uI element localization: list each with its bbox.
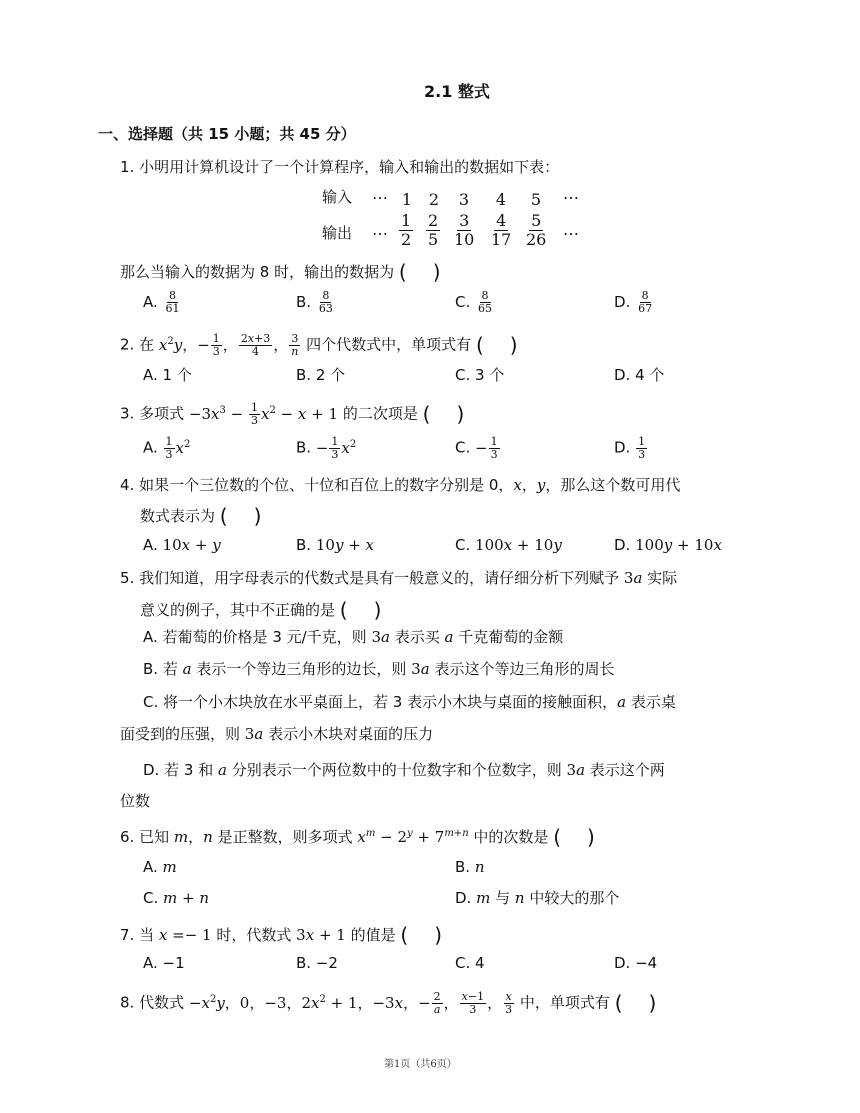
question-7-stem: 7. 当 x =− 1 时，代数式 3x + 1 的值是 ( ): [120, 923, 443, 947]
input-cell: 4: [495, 190, 507, 209]
option-D[interactable]: D. 若 3 和 a 分别表示一个两位数中的十位数字和个位数字，则 3a 表示这个两: [143, 761, 665, 779]
question-number: 3.: [120, 404, 135, 423]
output-fraction: $\frac{1}{2}$: [401, 211, 412, 250]
output-fraction: $\frac{4}{17}$: [491, 211, 512, 250]
answer-blank[interactable]: ( ): [400, 923, 443, 947]
question-text: 小明用计算机设计了一个计算程序，输入和输出的数据如下表：: [139, 158, 560, 176]
option-C[interactable]: C. 3 个: [455, 366, 505, 384]
input-cell: 2: [428, 190, 440, 209]
option-A[interactable]: A. 1 个: [143, 366, 192, 384]
output-fraction: $\frac{2}{5}$: [428, 211, 439, 250]
option-B[interactable]: B. − $\frac{1}{3}$ $x^2$: [296, 435, 357, 462]
answer-blank[interactable]: ( ): [219, 504, 262, 528]
ellipsis: ⋯: [372, 188, 388, 207]
option-D[interactable]: D. $\frac{8}{67}$: [614, 289, 653, 316]
question-5-stem-line2: 意义的例子，其中不正确的是 ( ): [140, 598, 382, 622]
question-number: 5.: [120, 569, 135, 587]
page-title: 2.1 整式: [424, 82, 490, 101]
option-C[interactable]: C. 4: [455, 954, 485, 972]
option-B[interactable]: B. 10y + x: [296, 536, 374, 554]
option-D[interactable]: D. 4 个: [614, 366, 665, 384]
input-cell: 5: [530, 190, 542, 209]
question-4-stem: 4. 如果一个三位数的个位、十位和百位上的数字分别是 0，x，y，那么这个数可用代: [120, 476, 681, 494]
output-fraction: $\frac{5}{26}$: [526, 211, 547, 250]
option-C[interactable]: C. 将一个小木块放在水平桌面上，若 3 表示小木块与桌面的接触面积，a 表示桌: [143, 693, 676, 711]
question-8-stem: 8. 代数式 $-x^2y$，0，−3，$2x^2 + 1$，−3x，− $\frac{2}{a}$ ， $\frac{x-1}{3}$ ， $\frac{x}{3}$ 中，单项式有 ( ): [120, 990, 657, 1017]
question-number: 8.: [120, 993, 135, 1012]
input-cell: 3: [458, 190, 470, 209]
option-D[interactable]: D. 100y + 10x: [614, 536, 722, 554]
option-C-line2: 面受到的压强，则 3a 表示小木块对桌面的压力: [120, 725, 434, 743]
option-D[interactable]: D. m 与 n 中较大的那个: [455, 889, 620, 907]
option-B[interactable]: B. 2 个: [296, 366, 346, 384]
question-number: 2.: [120, 335, 135, 354]
question-2-stem: 2. 在 $x^2y$，− $\frac{1}{3}$ ， $\frac{2x+3}{4}$ ， $\frac{3}{n}$ 四个代数式中，单项式有 ( ): [120, 332, 518, 359]
answer-blank[interactable]: ( ): [614, 990, 657, 1015]
section-heading: 一、选择题（共 15 小题；共 45 分）: [98, 125, 356, 143]
question-number: 7.: [120, 926, 135, 944]
option-C[interactable]: C. m + n: [143, 889, 210, 907]
question-number: 4.: [120, 476, 135, 494]
option-D[interactable]: D. $\frac{1}{3}$: [614, 435, 646, 462]
option-A[interactable]: A. 10x + y: [143, 536, 221, 554]
option-A[interactable]: A. $\frac{1}{3}$ $x^2$: [143, 435, 191, 462]
output-fraction: $\frac{3}{10}$: [454, 211, 475, 250]
option-A[interactable]: A. 若葡萄的价格是 3 元/千克，则 3a 表示买 a 千克葡萄的金额: [143, 628, 564, 646]
option-B[interactable]: B. −2: [296, 954, 338, 972]
output-label: 输出: [322, 224, 353, 242]
question-1-stem: [120, 160, 559, 175]
answer-blank[interactable]: ( ): [553, 825, 595, 849]
option-B[interactable]: B. n: [455, 858, 485, 876]
option-C[interactable]: C. 100x + 10y: [455, 536, 562, 554]
option-C[interactable]: C. − $\frac{1}{3}$: [455, 435, 498, 462]
option-B[interactable]: B. 若 a 表示一个等边三角形的边长，则 3a 表示这个等边三角形的周长: [143, 660, 615, 678]
ellipsis: ⋯: [563, 188, 579, 207]
question-4-stem-line2: 数式表示为 ( ): [140, 504, 262, 528]
input-label: 输入: [322, 188, 353, 206]
question-number: 1.: [120, 158, 135, 176]
option-B[interactable]: B. $\frac{8}{63}$: [296, 289, 333, 316]
option-A[interactable]: A. −1: [143, 954, 185, 972]
answer-blank[interactable]: ( ): [475, 332, 518, 357]
option-C[interactable]: C. $\frac{8}{65}$: [455, 289, 493, 316]
input-cell: 1: [401, 190, 413, 209]
question-5-stem: 5. 我们知道，用字母表示的代数式是具有一般意义的，请仔细分析下列赋予 3a 实际: [120, 569, 678, 587]
question-text: 那么当输入的数据为 8 时，输出的数据为: [120, 263, 395, 281]
io-table: [320, 188, 590, 256]
question-1-follow: [120, 262, 441, 282]
page-footer: 第1页（共6页）: [384, 1059, 457, 1070]
question-6-stem: 6. 已知 m，n 是正整数，则多项式 $x^m - 2^y + 7^{m+n}$ 中的次数是 ( ): [120, 825, 595, 849]
answer-blank[interactable]: ( ): [422, 401, 465, 426]
question-3-stem: 3. 多项式 $-3x^3$ − $\frac{1}{3}$ $x^2 - x + 1$ 的二次项是 ( ): [120, 401, 465, 428]
ellipsis: ⋯: [372, 224, 388, 243]
option-D-line2: 位数: [120, 792, 151, 810]
option-D[interactable]: D. −4: [614, 954, 658, 972]
answer-blank[interactable]: ( ): [398, 260, 441, 284]
question-number: 6.: [120, 828, 135, 846]
ellipsis: ⋯: [563, 224, 579, 243]
answer-blank[interactable]: ( ): [339, 598, 382, 622]
option-A[interactable]: A. $\frac{8}{61}$: [143, 289, 180, 316]
option-A[interactable]: A. m: [143, 858, 177, 876]
